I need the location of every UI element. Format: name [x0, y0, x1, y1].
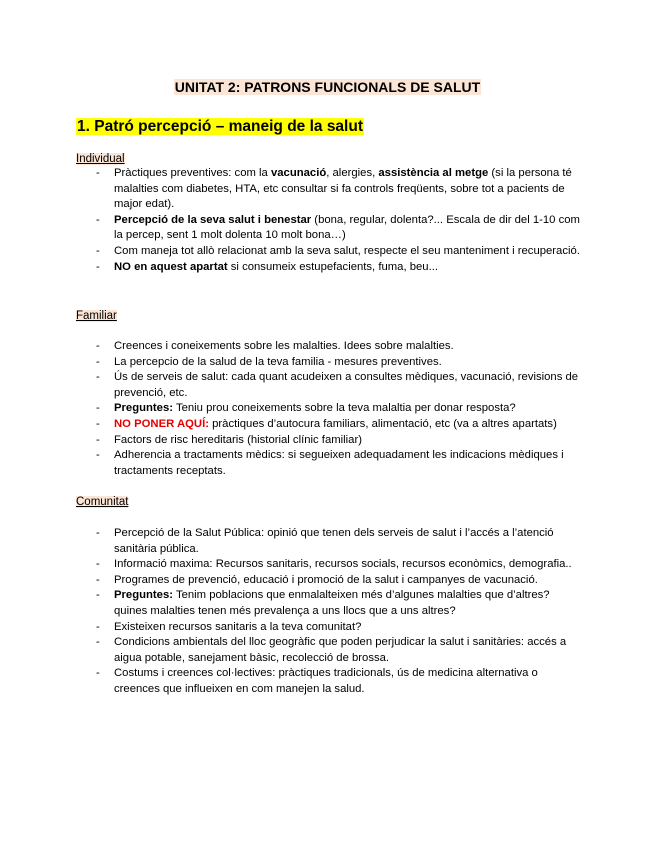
bullet-dash: - — [96, 402, 100, 415]
bullet-dash: - — [96, 620, 100, 633]
list-item-text: assistència al metge — [378, 167, 489, 179]
list-item-text: La percepcio de la salud de la teva familia - mesures preventives. — [114, 355, 442, 368]
bullet-dash: - — [96, 589, 100, 602]
list-item-text: Programes de prevenció, educació i promoció de la salut i campanyes de vacunació. — [114, 573, 538, 586]
list-item-text: Condicions ambientals del lloc geogràfic que poden perjudicar la salut i sanitàries: accés a aigua potable, sanejament bàsic, recolecció de brossa. — [114, 636, 567, 664]
list-item-text: Creences i coneixements sobre les malalties. Idees sobre malalties. — [114, 340, 454, 352]
list-item — [0, 448, 582, 479]
section-heading: 1. Patró percepció – maneig de la salut — [77, 118, 363, 135]
list-item-text: (bona, regular, dolenta?... Escala de dir del 1-10 com la percep, sent 1 molt dolenta 10 molt bona…) — [114, 213, 580, 242]
list-item-text: Adherencia a tractaments mèdics: si segueixen adequadament les indicacions mèdiques i tractaments receptats. — [114, 449, 564, 477]
list-item — [0, 573, 582, 589]
list-item — [0, 401, 582, 417]
list-item-text: Tenim poblacions que enmalalteixen més d’algunes malalties que d’altres? quines malalties tenen més prevalença a uns llocs que a uns altres? — [114, 589, 550, 617]
bullet-dash: - — [96, 449, 100, 462]
subsection-familiar-label: Familiar — [76, 310, 117, 322]
list-item — [0, 620, 582, 636]
list-item-text: Pràctiques preventives: com la — [114, 167, 271, 179]
list-item-text: si consumeix estupefacients, fuma, beu... — [227, 260, 438, 273]
bullet-dash: - — [96, 167, 100, 179]
list-item — [0, 260, 582, 276]
list-item-text: NO en aquest apartat — [114, 260, 228, 273]
list-item-text: Percepció de la seva salut i benestar — [114, 213, 312, 226]
list-item-text: Teniu prou coneixements sobre la teva malaltia per donar resposta? — [173, 402, 516, 415]
list-item-text: (si la persona té malalties com diabetes, HTA, etc consultar si fa controls freqüents, sobre tot a pacients de major edat). — [114, 167, 572, 211]
list-item-text: Existeixen recursos sanitaris a la teva comunitat? — [114, 620, 362, 633]
list-item — [0, 166, 582, 213]
bullet-dash: - — [96, 558, 100, 571]
bullet-dash: - — [96, 244, 100, 257]
bullet-dash: - — [96, 433, 100, 446]
bullet-dash: - — [96, 417, 100, 430]
list-item-text: Ús de serveis de salut: cada quant acudeixen a consultes mèdiques, vacunació, revisions de prevenció, etc. — [114, 371, 579, 399]
list-item — [0, 666, 582, 697]
list-item-text: , alergies, — [326, 167, 379, 179]
list-item — [0, 526, 582, 557]
bullet-dash: - — [96, 573, 100, 586]
list-item — [0, 355, 582, 371]
bullet-dash: - — [96, 667, 100, 680]
bullet-dash: - — [96, 355, 100, 368]
list-item-text: Factors de risc hereditaris (historial clínic familiar) — [114, 433, 362, 446]
list-item-text: NO PONER AQUÍ: — [114, 417, 209, 430]
list-item — [0, 557, 582, 573]
subsection-comunitat-label: Comunitat — [76, 496, 129, 508]
bullet-dash: - — [96, 527, 100, 539]
list-item — [0, 417, 582, 433]
list-item — [0, 244, 582, 260]
list-item-text: Preguntes: — [114, 402, 174, 415]
list-item — [0, 370, 582, 401]
bullet-dash: - — [96, 636, 100, 649]
list-item — [0, 339, 582, 355]
bullet-dash: - — [96, 340, 100, 352]
list-item-text: Costums i creences col·lectives: pràctiques tradicionals, ús de medicina alternativa o creences que influeixen en com manejen la salud. — [114, 667, 538, 695]
list-item — [0, 588, 582, 619]
list-item-text: Percepció de la Salut Pública: opinió que tenen dels serveis de salut i l’accés a l’atenció sanitària pública. — [114, 527, 554, 555]
list-item-text: Informació maxima: Recursos sanitaris, recursos socials, recursos econòmics, demografia.. — [114, 558, 572, 571]
list-item-text: Com maneja tot allò relacionat amb la seva salut, respecte el seu manteniment i recuperació. — [114, 244, 580, 257]
list-item — [0, 635, 582, 666]
individual-list — [0, 166, 582, 275]
document-title: UNITAT 2: PATRONS FUNCIONALS DE SALUT — [174, 79, 481, 95]
list-item — [0, 433, 582, 449]
comunitat-list — [0, 526, 582, 698]
subsection-individual-label: Individual — [76, 153, 125, 165]
bullet-dash: - — [96, 260, 100, 273]
list-item-text: vacunació — [270, 167, 327, 179]
list-item-text: pràctiques d’autocura familiars, alimentació, etc (va a altres apartats) — [208, 417, 557, 430]
familiar-list — [0, 339, 582, 479]
list-item-text: Preguntes: — [114, 589, 174, 602]
bullet-dash: - — [96, 213, 100, 226]
list-item — [0, 213, 582, 244]
bullet-dash: - — [96, 371, 100, 384]
